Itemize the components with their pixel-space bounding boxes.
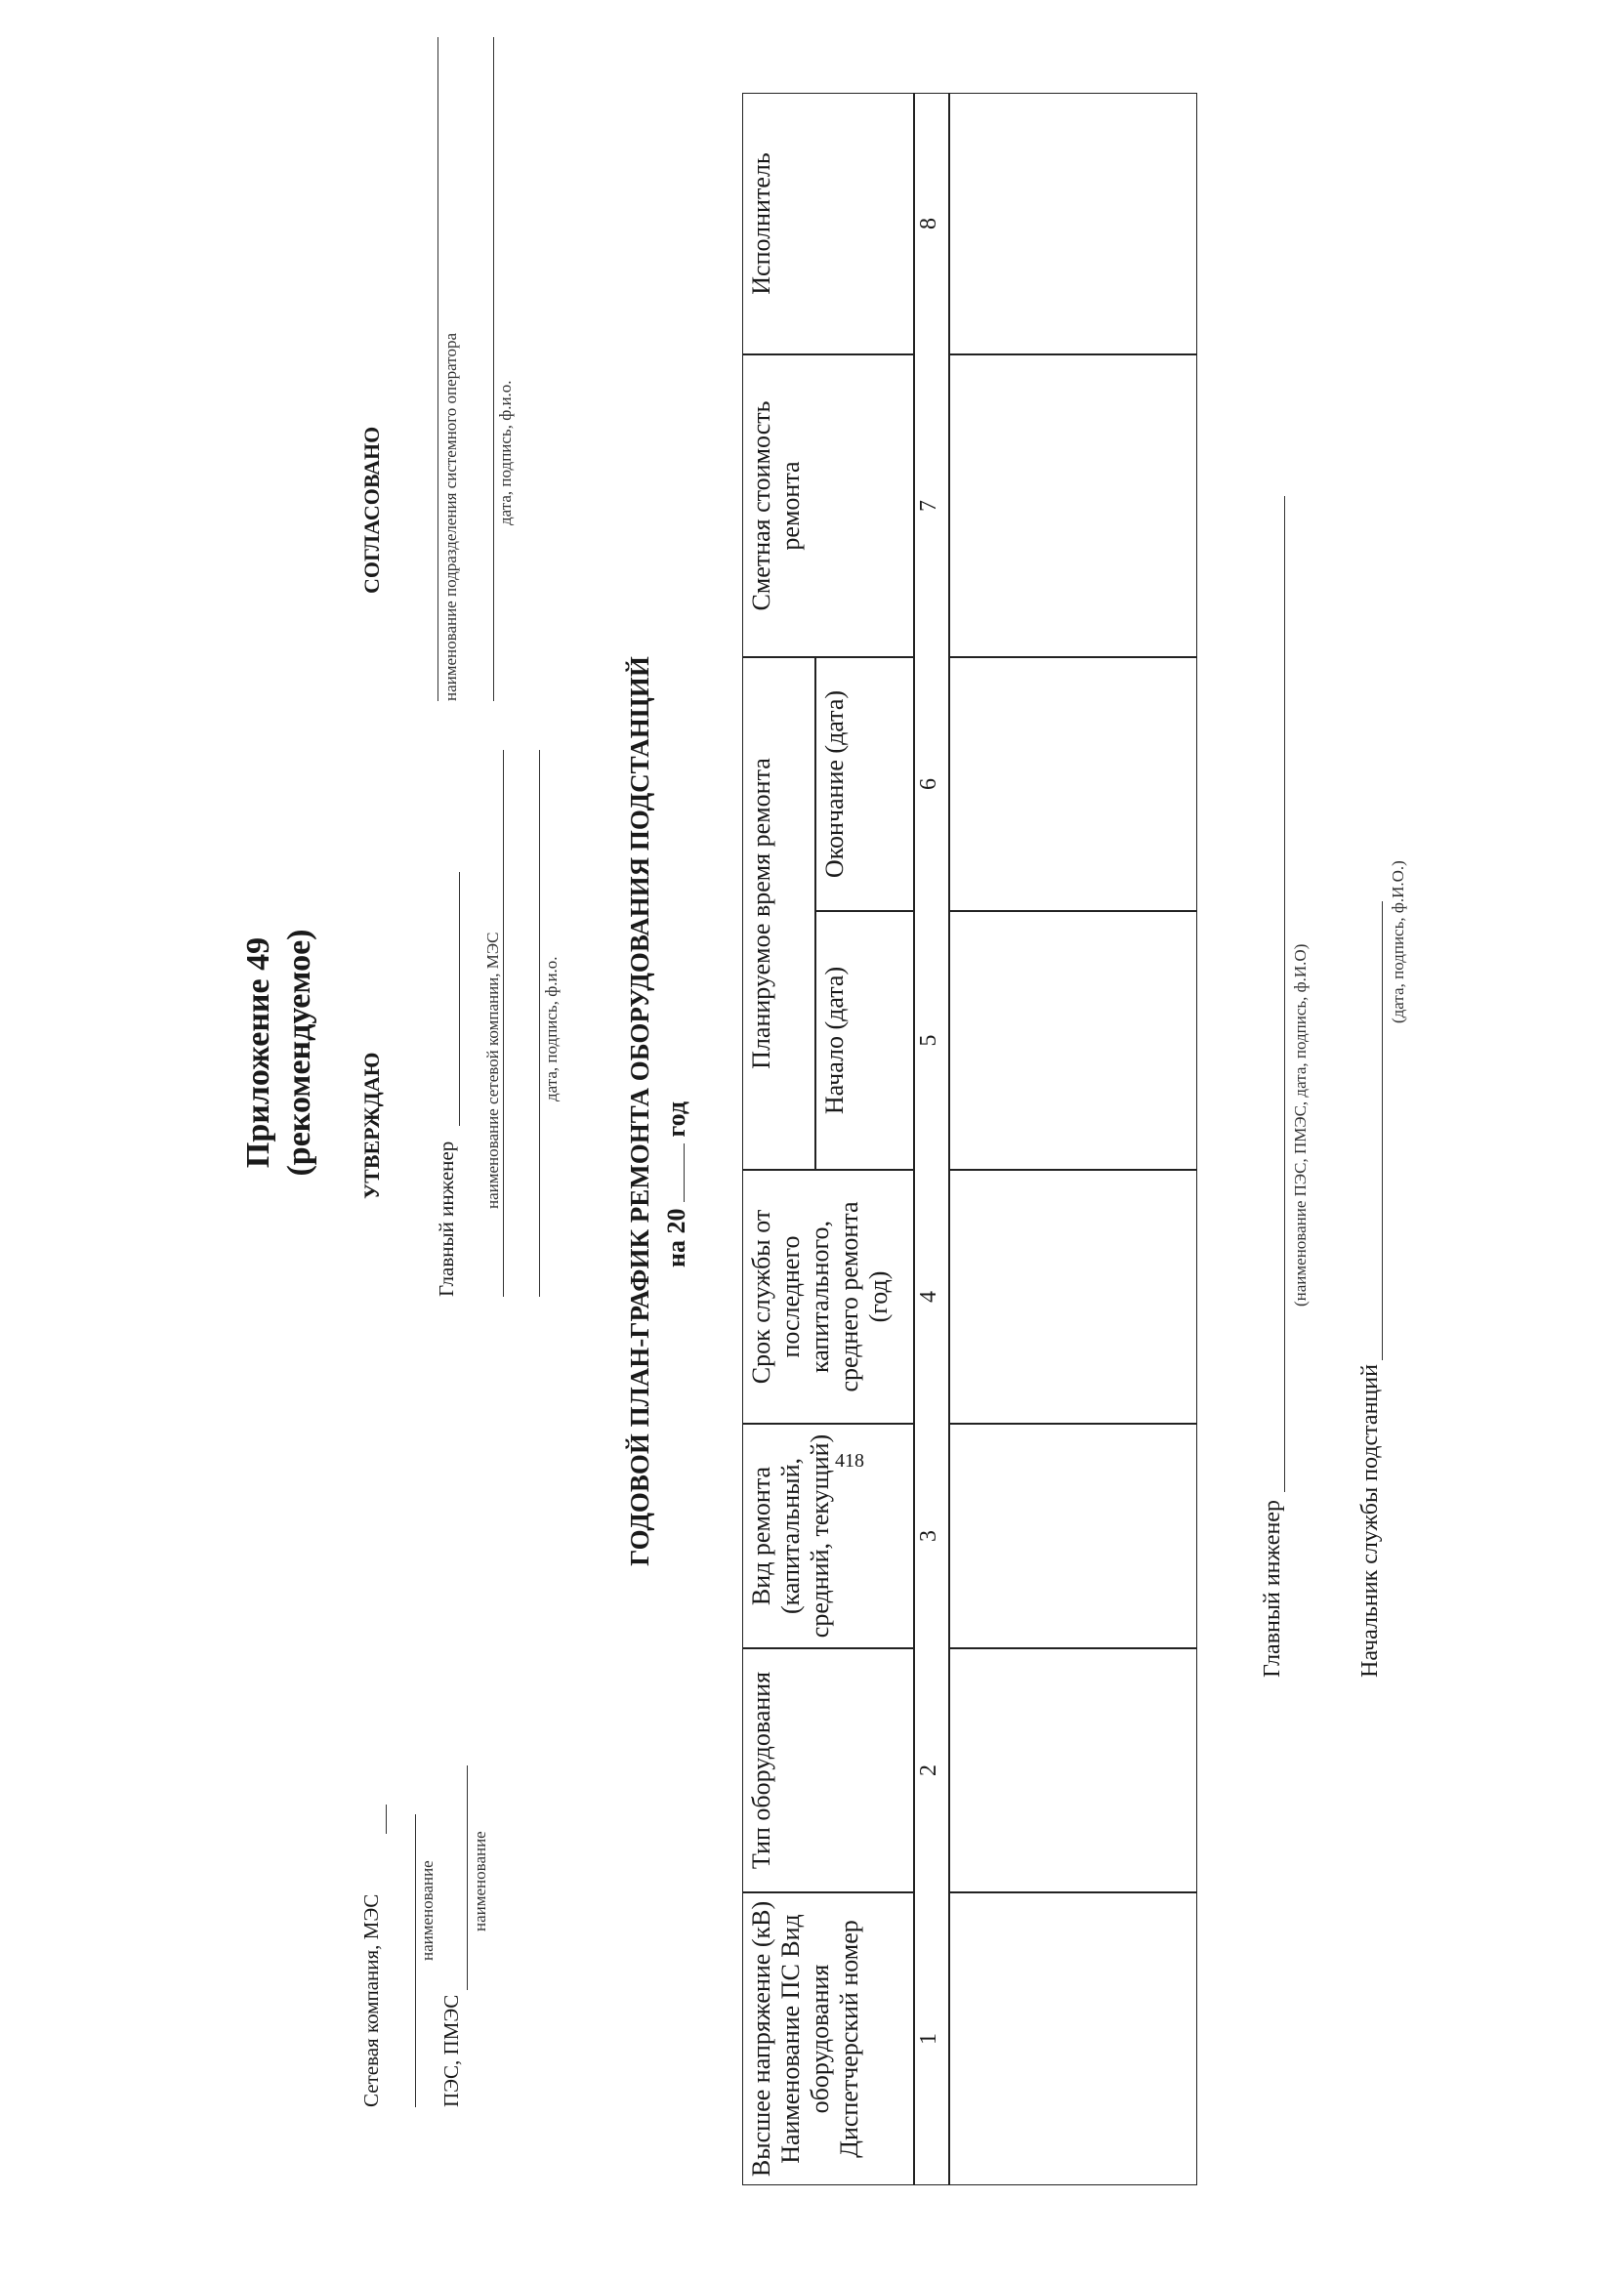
col-number-5: 5	[916, 1034, 941, 1047]
company-caption: наименование	[418, 1860, 437, 1961]
col-number-4: 4	[916, 1291, 941, 1303]
col-number-3: 3	[916, 1530, 941, 1542]
col-number-6: 6	[916, 778, 941, 790]
body-col-5	[949, 911, 1197, 1170]
col-header-5: Планируемое время ремонта	[742, 657, 815, 1170]
approved-caption-2: дата, подпись, ф.и.о.	[542, 956, 561, 1101]
col-header-2: Тип оборудования	[742, 1648, 914, 1892]
body-col-3	[949, 1424, 1197, 1648]
approved-position-line	[459, 872, 460, 1126]
subcol-end: Окончание (дата)	[815, 657, 914, 911]
agreed-heading: СОГЛАСОВАНО	[359, 426, 384, 594]
col-number-8: 8	[916, 218, 941, 229]
document-title: ГОДОВОЙ ПЛАН-ГРАФИК РЕМОНТА ОБОРУДОВАНИЯ ПОДСТАНЦИЙ	[625, 656, 654, 1566]
approved-heading: УТВЕРЖДАЮ	[359, 1052, 384, 1199]
col-header-3: Вид ремонта (капитальный, средний, текущий)	[742, 1424, 914, 1648]
appendix-title: Приложение 49	[240, 936, 276, 1169]
year-prefix: на 20	[662, 1208, 690, 1267]
col-header-7: Сметная стоимость ремонта	[742, 354, 914, 657]
agreed-caption-1: наименование подразделения системного оператора	[441, 333, 460, 701]
body-col-6	[949, 657, 1197, 911]
year-suffix: год	[662, 1100, 690, 1138]
body-col-2	[949, 1648, 1197, 1892]
body-col-7	[949, 354, 1197, 657]
col-number-7: 7	[916, 500, 941, 512]
body-col-4	[949, 1170, 1197, 1424]
substation-head-line	[1382, 901, 1383, 1360]
chief-engineer-caption: (наименование ПЭС, ПМЭС, дата, подпись, ф.И.О)	[1291, 943, 1310, 1307]
col-header-1: Высшее напряжение (кВ) Наименование ПС Вид оборудования Диспетчерский номер	[742, 1892, 914, 2185]
agreed-line-1	[437, 37, 438, 701]
year-blank	[684, 1143, 685, 1202]
pes-caption: наименование	[471, 1831, 489, 1931]
approved-line-1	[503, 750, 504, 1297]
body-col-8	[949, 93, 1197, 354]
agreed-caption-2: дата, подпись, ф.и.о.	[496, 380, 515, 525]
substation-head-label: Начальник службы подстанций	[1357, 1364, 1383, 1678]
col-header-4: Срок службы от последнего капитального, среднего ремонта (год)	[742, 1170, 914, 1424]
appendix-subtitle: (рекомендуемое)	[281, 929, 317, 1177]
page-number: 418	[835, 1450, 864, 1472]
subcol-start: Начало (дата)	[815, 911, 914, 1170]
approved-caption-1: наименование сетевой компании, МЭС	[483, 932, 502, 1209]
col-number-1: 1	[916, 2033, 941, 2045]
pes-label: ПЭС, ПМЭС	[439, 1994, 463, 2107]
approved-line-2	[539, 750, 540, 1297]
company-line	[386, 1805, 387, 1834]
company-line-2	[415, 1814, 416, 2107]
company-label: Сетевая компания, МЭС	[359, 1893, 383, 2107]
body-col-1	[949, 1892, 1197, 2185]
col-header-8: Исполнитель	[742, 93, 914, 354]
chief-engineer-line	[1284, 496, 1285, 1492]
chief-engineer-label: Главный инженер	[1260, 1500, 1285, 1678]
repair-plan-table	[742, 93, 1197, 2185]
col-number-2: 2	[916, 1764, 941, 1776]
approved-position: Главный инженер	[435, 1141, 458, 1297]
pes-line	[467, 1765, 468, 1990]
substation-head-caption: (дата, подпись, ф.И.О.)	[1389, 860, 1407, 1023]
year-line	[662, 1101, 691, 1267]
agreed-line-2	[493, 37, 494, 701]
